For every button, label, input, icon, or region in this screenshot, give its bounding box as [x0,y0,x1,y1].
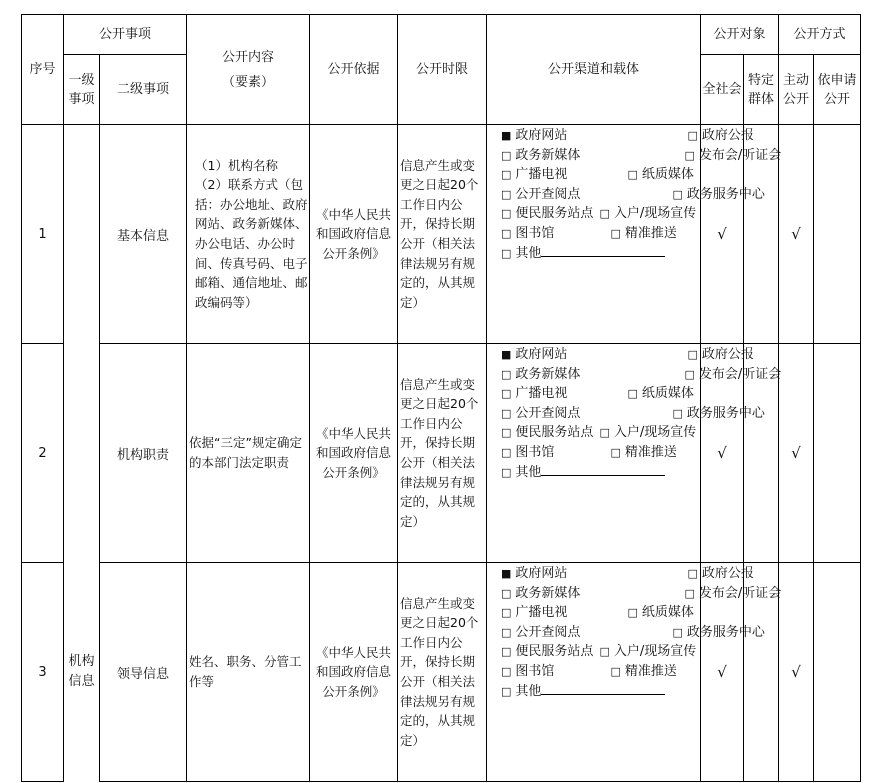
content-header-sub: （要素） [222,74,275,90]
channel-option-ruhu[interactable] [599,206,696,221]
unchecked-box-icon[interactable]: □ [501,445,512,459]
channel-option-fabuhui[interactable] [684,586,781,601]
col-level2-header: 二级事项 [100,55,187,125]
channel-label: 入户/现场宣传 [613,206,697,222]
channel-label: 发布会/听证会 [698,585,782,601]
unchecked-box-icon[interactable]: □ [501,246,512,260]
channel-cell [487,344,782,563]
channel-label: 入户/现场宣传 [613,644,697,660]
channel-line [501,224,700,244]
channel-label: 精准推送 [624,444,677,460]
unchecked-box-icon[interactable]: □ [501,387,512,401]
channel-option-jingzhun[interactable] [610,445,676,460]
channel-option-qita[interactable] [501,246,665,261]
channel-label: 广播电视 [515,605,568,621]
channel-line [501,584,782,604]
channel-option-guangbo[interactable] [501,605,567,620]
content-header-title: 公开内容 [222,49,275,65]
channel-line [501,564,754,584]
channel-option-zhengfu_wangzhan[interactable] [501,347,567,362]
channel-option-chayuedian[interactable] [501,406,580,421]
table-row [22,125,861,344]
channel-option-zhengfu_gongbao[interactable] [687,128,753,143]
col-audience-header: 公开对象 [701,15,779,55]
channel-label: 纸质媒体 [641,605,694,621]
content-cell [187,125,310,344]
channel-label: 便民服务站点 [515,425,594,441]
content-line: 姓名、职务、分管工作等 [189,654,302,689]
channel-label: 精准推送 [624,225,677,241]
tick-icon: √ [717,663,727,681]
unchecked-box-icon[interactable]: □ [687,567,698,580]
unchecked-box-icon[interactable]: □ [684,148,695,162]
content-cell [187,344,310,563]
channel-label: 政务服务中心 [686,624,765,640]
channel-option-xinmeiti[interactable] [501,367,580,382]
channel-label: 发布会/听证会 [698,147,782,163]
unchecked-box-icon[interactable]: □ [501,625,512,639]
channel-label: 政府公报 [701,347,754,362]
channel-option-fuwu_zhongxin[interactable] [672,625,764,640]
row-seq: 3 [22,563,64,782]
channel-line [501,384,700,404]
unchecked-box-icon[interactable]: □ [501,168,512,182]
table-body [22,125,861,782]
blank-underline [541,682,665,695]
col-seq-header: 序号 [22,15,64,125]
channel-option-qita[interactable] [501,465,665,480]
active-cell [779,344,814,563]
channel-option-fabuhui[interactable] [684,367,781,382]
checked-box-icon[interactable]: ■ [501,129,512,142]
channel-line [501,365,782,385]
channel-option-fabuhui[interactable] [684,148,781,163]
channel-label: 其他 [515,464,542,480]
channel-label: 图书馆 [515,225,555,241]
channel-line [501,345,754,365]
col-timelimit-header: 公开时限 [398,15,487,125]
unchecked-box-icon[interactable]: □ [599,645,610,659]
channel-option-zhengfu_gongbao[interactable] [687,566,753,581]
channel-label: 政务服务中心 [686,186,765,202]
unchecked-box-icon[interactable]: □ [501,664,512,678]
channel-option-zhengfu_gongbao[interactable] [687,347,753,362]
channel-line [501,642,700,662]
request-cell [814,563,861,782]
channel-option-zhengfu_wangzhan[interactable] [501,566,567,581]
request-cell [814,344,861,563]
channel-line [501,244,700,264]
time-limit-cell: 信息产生或变更之日起20个工作日内公开，保持长期公开（相关法律法规另有规定的，从其规定） [398,563,487,782]
row-seq: 2 [22,344,64,563]
row-seq: 1 [22,125,64,344]
channel-line [501,443,700,463]
blank-underline [541,244,665,257]
channel-label: 便民服务站点 [515,206,594,222]
time-limit-cell: 信息产生或变更之日起20个工作日内公开，保持长期公开（相关法律法规另有规定的，从其规定） [398,125,487,344]
second-level-cell: 领导信息 [100,563,187,782]
channel-label: 政府公报 [701,566,754,581]
unchecked-box-icon[interactable]: □ [672,187,683,201]
channel-option-zhizhi[interactable] [627,386,693,401]
channel-label: 政务新媒体 [515,147,581,163]
unchecked-box-icon[interactable]: □ [501,367,512,381]
channel-option-ruhu[interactable] [599,425,696,440]
channel-label: 其他 [515,245,542,261]
unchecked-box-icon[interactable]: □ [672,625,683,639]
channel-option-tushuguan[interactable] [501,664,554,679]
channel-label: 公开查阅点 [515,405,581,421]
unchecked-box-icon[interactable]: □ [684,367,695,381]
unchecked-box-icon[interactable]: □ [501,148,512,162]
tick-icon: √ [791,663,801,681]
channel-option-chayuedian[interactable] [501,625,580,640]
first-level-cell [64,125,100,782]
col-public-header: 全社会 [701,55,744,125]
channel-option-chayuedian[interactable] [501,187,580,202]
channel-line [501,623,765,643]
channel-label: 政务服务中心 [686,405,765,421]
channel-line [501,204,700,224]
unchecked-box-icon[interactable]: □ [501,226,512,240]
unchecked-box-icon[interactable]: □ [501,645,512,659]
time-limit-cell: 信息产生或变更之日起20个工作日内公开，保持长期公开（相关法律法规另有规定的，从其规定） [398,344,487,563]
channel-cell [487,125,782,344]
disclosure-table [21,14,861,782]
unchecked-box-icon[interactable]: □ [610,226,621,240]
channel-label: 入户/现场宣传 [613,425,697,441]
channel-option-bianmin[interactable] [501,644,593,659]
channel-label: 其他 [515,683,542,699]
first-level-label: 机构信息 [68,653,95,689]
unchecked-box-icon[interactable]: □ [501,207,512,221]
unchecked-box-icon[interactable]: □ [501,606,512,620]
channel-line [501,146,782,166]
content-line: （1）机构名称 [195,157,278,173]
tick-icon: √ [717,225,727,243]
channel-option-fuwu_zhongxin[interactable] [672,406,764,421]
channel-option-bianmin[interactable] [501,206,593,221]
col-level1-header: 一级事项 [64,55,100,125]
channel-line [501,682,700,702]
col-active-header: 主动公开 [779,55,814,125]
channel-option-tushuguan[interactable] [501,226,554,241]
content-cell [187,563,310,782]
col-request-header: 依申请公开 [814,55,861,125]
channel-label: 公开查阅点 [515,624,581,640]
channel-label: 政府公报 [701,128,754,143]
unchecked-box-icon[interactable]: □ [599,207,610,221]
basis-cell: 《中华人民共和国政府信息公开条例》 [310,563,398,782]
channel-label: 政务新媒体 [515,366,581,382]
unchecked-box-icon[interactable]: □ [627,606,638,620]
unchecked-box-icon[interactable]: □ [684,586,695,600]
col-items-header: 公开事项 [64,15,187,55]
basis-cell: 《中华人民共和国政府信息公开条例》 [310,125,398,344]
unchecked-box-icon[interactable]: □ [627,387,638,401]
blank-underline [541,463,665,476]
channel-label: 政务新媒体 [515,585,581,601]
channel-label: 发布会/听证会 [698,366,782,382]
channel-option-guangbo[interactable] [501,167,567,182]
unchecked-box-icon[interactable]: □ [501,426,512,440]
active-cell [779,563,814,782]
channel-label: 精准推送 [624,663,677,679]
channel-line [501,603,700,623]
tick-icon: √ [791,444,801,462]
table-row [22,344,861,563]
col-content-header [187,15,310,125]
channel-line [501,423,700,443]
unchecked-box-icon[interactable]: □ [501,465,512,479]
checked-box-icon[interactable]: ■ [501,567,512,580]
channel-label: 政府网站 [515,347,568,362]
channel-option-xinmeiti[interactable] [501,148,580,163]
channel-option-guangbo[interactable] [501,386,567,401]
second-level-cell: 机构职责 [100,344,187,563]
unchecked-box-icon[interactable]: □ [687,129,698,142]
second-level-cell: 基本信息 [100,125,187,344]
channel-line [501,463,700,483]
channel-label: 政府网站 [515,128,568,143]
tick-icon: √ [717,444,727,462]
table-row [22,563,861,782]
tick-icon: √ [791,225,801,243]
channel-line [501,662,700,682]
channel-cell [487,563,782,782]
channel-option-tushuguan[interactable] [501,445,554,460]
col-channel-header: 公开渠道和载体 [487,15,701,125]
channel-option-xinmeiti[interactable] [501,586,580,601]
channel-label: 广播电视 [515,167,568,183]
channel-line [501,404,765,424]
channel-option-qita[interactable] [501,684,665,699]
unchecked-box-icon[interactable]: □ [501,684,512,698]
unchecked-box-icon[interactable]: □ [501,586,512,600]
channel-option-jingzhun[interactable] [610,226,676,241]
unchecked-box-icon[interactable]: □ [501,406,512,420]
channel-option-zhengfu_wangzhan[interactable] [501,128,567,143]
channel-label: 纸质媒体 [641,386,694,402]
content-line: 依据“三定”规定确定的本部门法定职责 [189,435,302,470]
unchecked-box-icon[interactable]: □ [501,187,512,201]
col-basis-header: 公开依据 [310,15,398,125]
active-cell [779,125,814,344]
channel-option-zhizhi[interactable] [627,605,693,620]
unchecked-box-icon[interactable]: □ [610,664,621,678]
channel-option-fuwu_zhongxin[interactable] [672,187,764,202]
basis-cell: 《中华人民共和国政府信息公开条例》 [310,344,398,563]
channel-label: 公开查阅点 [515,186,581,202]
unchecked-box-icon[interactable]: □ [627,168,638,182]
content-line: （2）联系方式（包括：办公地址、政府网站、政务新媒体、办公电话、办公时间、传真号码、电子邮箱、通信地址、邮政编码等） [195,177,308,310]
request-cell [814,125,861,344]
col-method-header: 公开方式 [779,15,861,55]
channel-label: 纸质媒体 [641,167,694,183]
channel-label: 便民服务站点 [515,644,594,660]
checked-box-icon[interactable]: ■ [501,348,512,361]
unchecked-box-icon[interactable]: □ [672,406,683,420]
unchecked-box-icon[interactable]: □ [687,348,698,361]
channel-label: 广播电视 [515,386,568,402]
col-group-header: 特定群体 [744,55,779,125]
unchecked-box-icon[interactable]: □ [599,426,610,440]
channel-line [501,126,754,146]
channel-label: 政府网站 [515,566,568,581]
channel-option-bianmin[interactable] [501,425,593,440]
channel-label: 图书馆 [515,663,555,679]
channel-option-zhizhi[interactable] [627,167,693,182]
unchecked-box-icon[interactable]: □ [610,445,621,459]
channel-line [501,185,765,205]
channel-line [501,165,700,185]
channel-option-jingzhun[interactable] [610,664,676,679]
channel-label: 图书馆 [515,444,555,460]
channel-option-ruhu[interactable] [599,644,696,659]
